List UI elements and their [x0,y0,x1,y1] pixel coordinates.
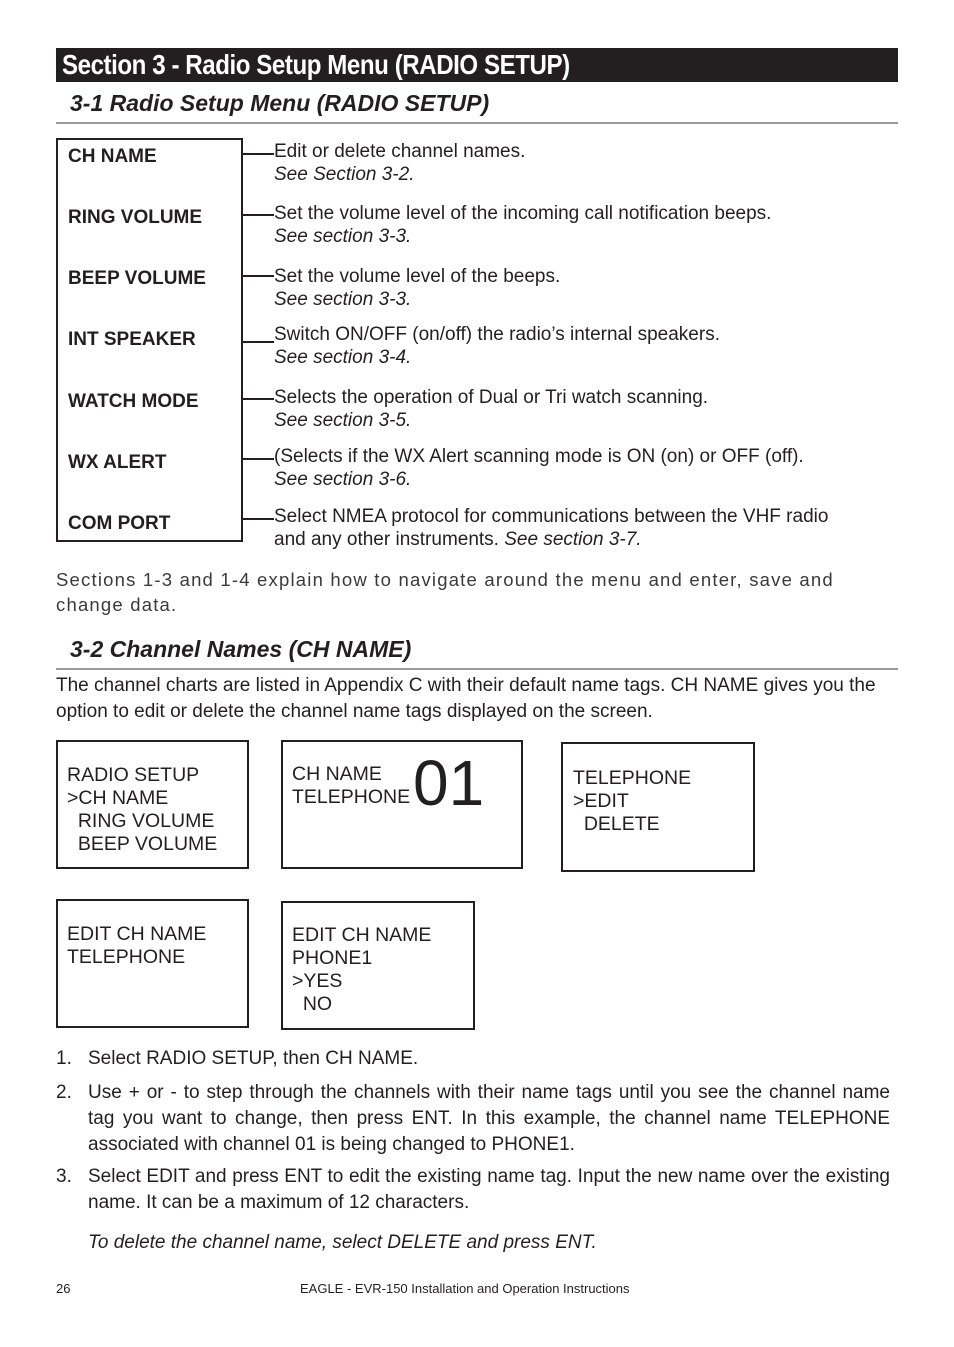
lcd-screen-telephone [561,742,755,872]
screen-line: NO [292,993,333,1015]
channel-number: 01 [413,747,485,819]
step-1 [56,1046,890,1072]
lcd-screen-edit-confirm [281,901,475,1030]
step-number: 2. [56,1082,72,1103]
desc-text: (Selects if the WX Alert scanning mode is ON (on) or OFF (off). [274,446,804,467]
connector-line [243,341,274,343]
desc-ring-volume [274,202,771,248]
intro-paragraph: The channel charts are listed in Appendix C with their default name tags. CH NAME gives you the option to edit or delete the channel name tags displayed on the screen. [56,675,876,722]
radio-setup-menu-box [56,138,243,542]
desc-ref: See section 3-7. [504,529,642,550]
screen-line: DELETE [573,813,660,835]
screen-line: >EDIT [573,790,629,812]
menu-item-wx-alert: WX ALERT [68,452,167,473]
desc-ref: See section 3-6. [274,469,412,490]
desc-ref: See section 3-3. [274,289,412,310]
step-number: 1. [56,1048,72,1069]
desc-wx-alert [274,445,804,491]
navigation-note: Sections 1-3 and 1-4 explain how to navigate around the menu and enter, save and change data. [56,569,834,615]
menu-item-ring-volume: RING VOLUME [68,207,203,228]
section-header-bar [56,48,898,82]
desc-text: Set the volume level of the incoming call notification beeps. [274,203,772,224]
lcd-screen-edit-ch-name [56,899,249,1028]
desc-int-speaker [274,323,720,369]
screen-line: >CH NAME [67,787,169,809]
subsection-title-3-2: 3-2 Channel Names (CH NAME) [70,636,412,662]
menu-item-ch-name: CH NAME [68,146,157,167]
delete-note: To delete the channel name, select DELETE and press ENT. [88,1232,597,1253]
desc-com-port [274,505,828,551]
connector-line [243,153,274,155]
desc-ref: See section 3-3. [274,226,412,247]
connector-line [243,458,274,460]
desc-text: Select NMEA protocol for communications between the VHF radio [274,506,829,527]
screen-line: TELEPHONE [573,767,692,789]
screen-line: TELEPHONE [67,946,186,968]
screen-line: RING VOLUME [67,810,215,832]
desc-ref: See Section 3-2. [274,164,415,185]
screen-line: PHONE1 [292,947,373,969]
desc-watch-mode [274,386,708,432]
menu-item-beep-volume: BEEP VOLUME [68,268,206,289]
desc-text: Switch ON/OFF (on/off) the radio’s internal speakers. [274,324,720,345]
desc-beep-volume [274,265,560,311]
desc-text-cont: and any other instruments. [274,529,505,550]
lcd-screen-ch-name [281,740,523,869]
subsection-rule [56,122,898,124]
subsection-title-3-1: 3-1 Radio Setup Menu (RADIO SETUP) [70,90,490,116]
desc-text: Selects the operation of Dual or Tri watch scanning. [274,387,709,408]
screen-line: EDIT CH NAME [292,924,432,946]
subsection-rule [56,668,898,670]
desc-text: Set the volume level of the beeps. [274,266,561,287]
step-2 [56,1080,890,1158]
page-number: 26 [56,1281,71,1296]
desc-ch-name [274,140,525,186]
step-3 [56,1164,890,1216]
connector-line [243,398,274,400]
connector-line [243,214,274,216]
desc-text: Edit or delete channel names. [274,141,526,162]
lcd-screen-radio-setup [56,740,249,869]
screen-line: TELEPHONE [292,786,411,808]
step-text: Use + or - to step through the channels with their name tags until you see the channel name tag you want to change, then press ENT. In this example, the channel name TELEPHONE associated with channel 01 is being changed to PHONE1. [88,1082,890,1155]
screen-line: >YES [292,970,343,992]
connector-line [243,518,274,520]
screen-line: RADIO SETUP [67,764,200,786]
screen-line: BEEP VOLUME [67,833,218,855]
step-text: Select EDIT and press ENT to edit the existing name tag. Input the new name over the existing name. It can be a maximum of 12 characters. [88,1166,890,1213]
screen-line: CH NAME [292,763,382,785]
step-number: 3. [56,1166,72,1187]
connector-line [243,275,274,277]
menu-item-watch-mode: WATCH MODE [68,391,199,412]
footer-title: EAGLE - EVR-150 Installation and Operation Instructions [300,1281,630,1296]
menu-item-com-port: COM PORT [68,513,171,534]
section-title: Section 3 - Radio Setup Menu (RADIO SETUP) [62,49,570,80]
step-text: Select RADIO SETUP, then CH NAME. [88,1048,419,1069]
desc-ref: See section 3-4. [274,347,412,368]
menu-item-int-speaker: INT SPEAKER [68,329,196,350]
screen-line: EDIT CH NAME [67,923,207,945]
desc-ref: See section 3-5. [274,410,412,431]
